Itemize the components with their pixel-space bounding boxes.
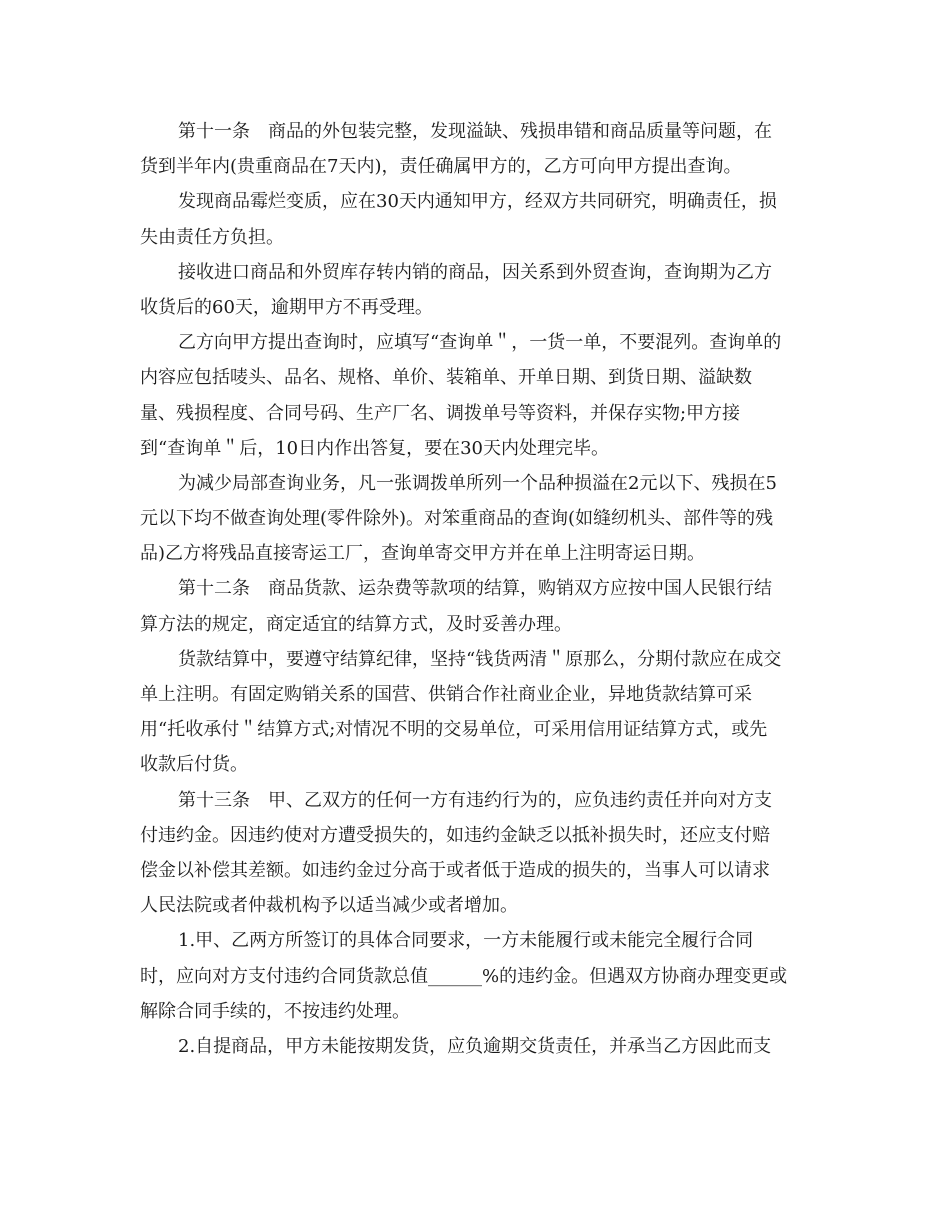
text-line: 解除合同手续的，不按违约处理。	[140, 1000, 410, 1022]
text-line: 用“托收承付＂结算方式;对情况不明的交易单位，可采用信用证结算方式，或先	[140, 719, 768, 741]
text-line: 发现商品霉烂变质，应在30天内通知甲方，经双方共同研究，明确责任，损	[178, 191, 777, 213]
text-line: 货到半年内(贵重商品在7天内)，责任确属甲方的，乙方可向甲方提出查询。	[140, 156, 742, 178]
text-line: 接收进口商品和外贸库存转内销的商品，因关系到外贸查询，查询期为乙方	[178, 261, 772, 283]
text-line: 收货后的60天，逾期甲方不再受理。	[140, 296, 433, 318]
paragraph-item-2	[140, 1029, 810, 1064]
text-line: 偿金以补偿其差额。如违约金过分高于或者低于造成的损失的，当事人可以请求	[140, 859, 770, 881]
text-line: 单上注明。有固定购销关系的国营、供销合作社商业企业，异地货款结算可采	[140, 684, 752, 705]
text-line: 时，应向对方支付违约合同货款总值______%的违约金。但遇双方协商办理变更或	[140, 965, 788, 987]
text-line: 为减少局部查询业务，凡一张调拨单所列一个品种损溢在2元以下、残损在5	[178, 472, 777, 494]
paragraph-settlement	[140, 642, 810, 783]
text-line: 第十一条 商品的外包装完整，发现溢缺、残损串错和商品质量等问题，在	[178, 121, 772, 142]
paragraph-inquiry-form	[140, 325, 810, 466]
paragraph-item-1	[140, 923, 810, 1029]
text-line: 人民法院或者仲裁机构予以适当减少或者增加。	[140, 895, 518, 917]
paragraph-article-12	[140, 571, 810, 641]
text-line: 品)乙方将残品直接寄运工厂，查询单寄交甲方并在单上注明寄运日期。	[140, 543, 706, 565]
text-line: 第十三条 甲、乙双方的任何一方有违约行为的，应负违约责任并向对方支	[178, 789, 772, 811]
text-line: 2.自提商品，甲方未能按期发货，应负逾期交货责任，并承当乙方因此而支	[178, 1035, 772, 1057]
text-line: 付违约金。因违约使对方遭受损失的，如违约金缺乏以抵补损失时，还应支付赔	[140, 824, 770, 846]
document-body	[140, 114, 810, 1064]
text-line: 内容应包括唛头、品名、规格、单价、装箱单、开单日期、到货日期、溢缺数	[140, 367, 752, 389]
text-line: 乙方向甲方提出查询时，应填写“查询单＂，一货一单，不要混列。查询单的	[178, 332, 782, 354]
text-line: 元以下均不做查询处理(零件除外)。对笨重商品的查询(如缝纫机头、部件等的残	[140, 508, 774, 530]
text-line: 货款结算中，要遵守结算纪律，坚持“钱货两清＂原那么，分期付款应在成交	[178, 648, 782, 670]
text-line: 失由责任方负担。	[140, 226, 284, 248]
paragraph-import	[140, 255, 810, 325]
paragraph-article-11	[140, 114, 810, 184]
paragraph-reduce-inquiry	[140, 466, 810, 572]
paragraph-spoilage	[140, 184, 810, 254]
text-line: 算方法的规定，商定适宜的结算方式，及时妥善办理。	[140, 613, 572, 635]
text-line: 1.甲、乙两方所签订的具体合同要求，一方未能履行或未能完全履行合同	[178, 930, 754, 952]
paragraph-article-13	[140, 783, 810, 924]
text-line: 第十二条 商品货款、运杂费等款项的结算，购销双方应按中国人民银行结	[178, 578, 772, 600]
text-line: 收款后付货。	[140, 754, 248, 776]
text-line: 量、残损程度、合同号码、生产厂名、调拨单号等资料，并保存实物;甲方接	[140, 402, 741, 424]
text-line: 到“查询单＂后，10日内作出答复，要在30天内处理完毕。	[140, 437, 610, 459]
